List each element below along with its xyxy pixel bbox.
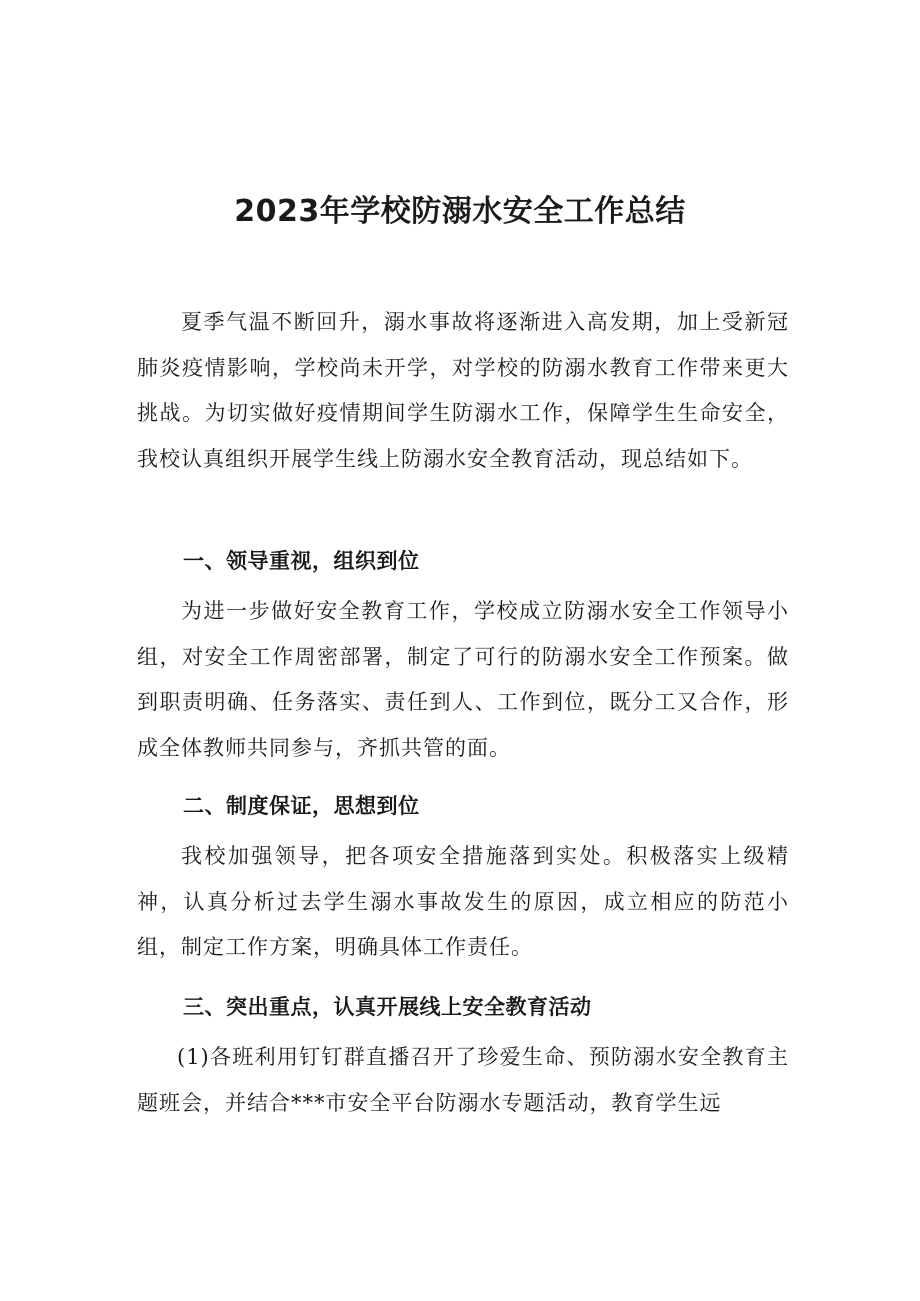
section-1-heading: 一、领导重视，组织到位	[183, 549, 420, 573]
section-3-heading: 三、突出重点，认真开展线上安全教育活动	[183, 995, 592, 1019]
section-2-paragraph: 我校加强领导，把各项安全措施落到实处。积极落实上级精神，认真分析过去学生溺水事故发生的原因，成立相应的防范小组，制定工作方案，明确具体工作责任。	[137, 844, 789, 959]
document-title: 2023年学校防溺水安全工作总结	[234, 194, 686, 229]
section-2-heading: 二、制度保证，思想到位	[183, 794, 420, 818]
section-3-paragraph: (1)各班利用钉钉群直播召开了珍爱生命、预防溺水安全教育主题班会，并结合***市安全平台防溺水专题活动，教育学生远	[137, 1045, 789, 1115]
intro-paragraph: 夏季气温不断回升，溺水事故将逐渐进入高发期，加上受新冠肺炎疫情影响，学校尚未开学，对学校的防溺水教育工作带来更大挑战。为切实做好疫情期间学生防溺水工作，保障学生生命安全，我校认真组织开展学生线上防溺水安全教育活动，现总结如下。	[137, 310, 789, 471]
section-1-paragraph: 为进一步做好安全教育工作，学校成立防溺水安全工作领导小组，对安全工作周密部署，制定了可行的防溺水安全工作预案。做到职责明确、任务落实、责任到人、工作到位，既分工又合作，形成全体教师共同参与，齐抓共管的面。	[137, 599, 789, 760]
